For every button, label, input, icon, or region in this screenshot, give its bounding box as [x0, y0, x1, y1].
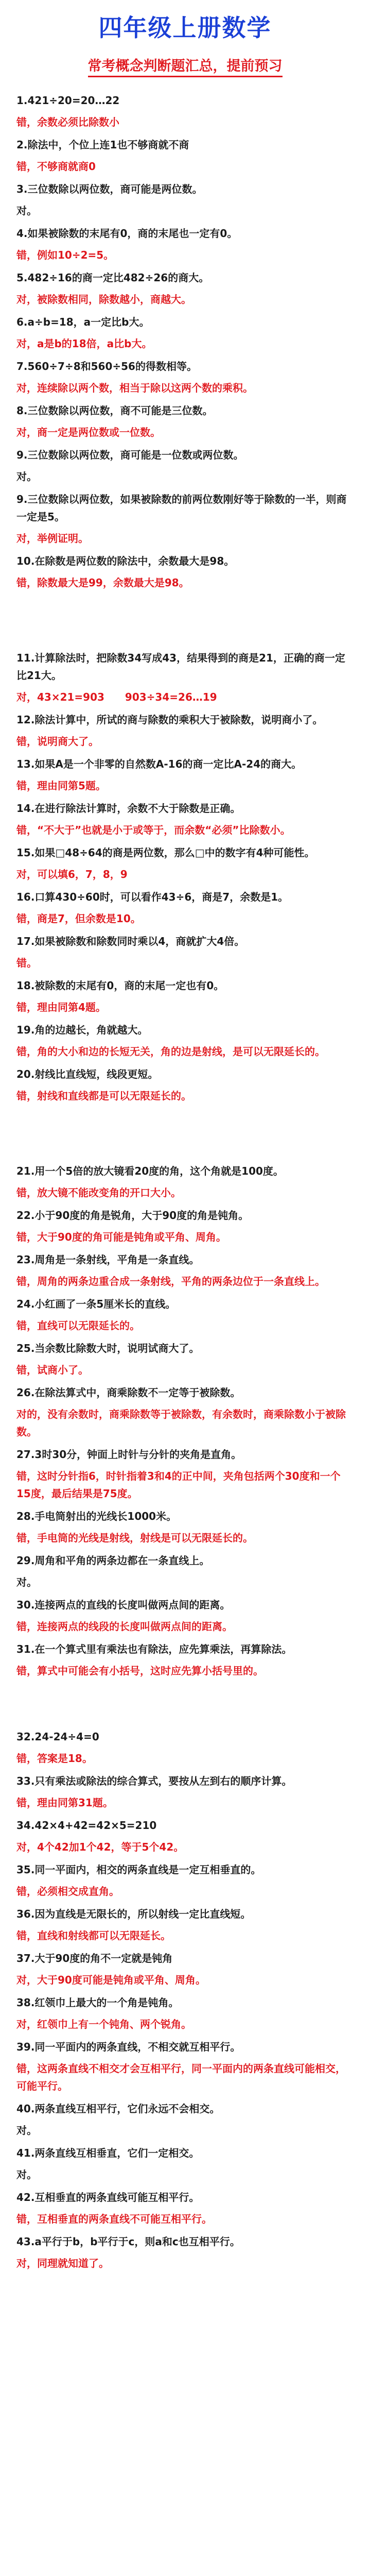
answer-text: 错，放大镜不能改变角的开口大小。 — [16, 1187, 181, 1199]
answer-text: 错，不够商就商0 — [16, 160, 96, 173]
question-text — [16, 844, 355, 861]
subtitle-wrap — [0, 55, 370, 77]
question-text: 12.除法计算中，所试的商与除数的乘积大于被除数，说明商小了。 — [16, 714, 323, 726]
question-text: 2.除法中，个位上连1也不够商就不商 — [16, 139, 189, 151]
question-text: 24.小红画了一条5厘米长的直线。 — [16, 1298, 176, 1310]
question-text: 7.560÷7÷8和560÷56的得数相等。 — [16, 360, 197, 372]
answer-text: 错。 — [16, 957, 37, 969]
question-text: 27.3时30分，钟面上时针与分针的夹角是直角。 — [16, 1448, 242, 1461]
answer-text: 错，大于90度的角可能是钝角或平角、周角。 — [16, 1231, 226, 1243]
answer-text: 错，除数最大是99，余数最大是98。 — [16, 577, 189, 589]
question-text: 32.24-24÷4=0 — [16, 1731, 99, 1743]
question-text: 41.两条直线互相垂直，它们一定相交。 — [16, 2147, 200, 2159]
answer-text: 错，商是7，但余数是10。 — [16, 912, 141, 925]
question-text: 3.三位数除以两位数，商可能是两位数。 — [16, 183, 203, 195]
answer-text: 错，这时分针指6，时针指着3和4的正中间，夹角包括两个30度和一个15度，最后结果是75度。 — [16, 1470, 341, 1500]
question-text: 40.两条直线互相平行，它们永远不会相交。 — [16, 2103, 220, 2115]
question-text: 9.三位数除以两位数，如果被除数的前两位数刚好等于除数的一半，则商一定是5。 — [16, 493, 347, 523]
section-spacer — [16, 597, 355, 649]
question-text: 14.在进行除法计算时，余数不大于除数是正确。 — [16, 802, 241, 815]
question-text: 11.计算除法时，把除数34写成43，结果得到的商是21，正确的商一定比21大。 — [16, 652, 345, 682]
answer-text: 对，a是b的18倍，a比b大。 — [16, 337, 152, 350]
question-text: 4.如果被除数的末尾有0，商的末尾也一定有0。 — [16, 227, 238, 240]
question-text: 26.在除法算式中，商乘除数不一定等于被除数。 — [16, 1386, 241, 1399]
question-text: 43.a平行于b，b平行于c，则a和c也互相平行。 — [16, 2235, 240, 2248]
answer-text: 对。 — [16, 470, 37, 483]
section-spacer — [16, 1685, 355, 1728]
question-text: 6.a÷b=18，a一定比b大。 — [16, 316, 150, 328]
question-text: 35.同一平面内，相交的两条直线是一定互相垂直的。 — [16, 1863, 261, 1876]
page-header — [0, 0, 370, 92]
question-text: 38.红领巾上最大的一个角是钝角。 — [16, 1996, 179, 2009]
answer-text: 错，角的大小和边的长短无关，角的边是射线，是可以无限延长的。 — [16, 1045, 325, 1058]
answer-text: 对，红领巾上有一个钝角、两个锐角。 — [16, 2018, 191, 2030]
page-subtitle: 常考概念判断题汇总，提前预习 — [88, 55, 283, 77]
question-text: 42.互相垂直的两条直线可能互相平行。 — [16, 2191, 200, 2204]
question-group-2 — [16, 649, 355, 1105]
answer-text: 对。 — [16, 2168, 37, 2181]
answer-text: 错，连接两点的线段的长度叫做两点间的距离。 — [16, 1620, 233, 1633]
question-group-3 — [16, 1162, 355, 1680]
question-text: 37.大于90度的角不一定就是钝角 — [16, 1952, 173, 1964]
answer-text: 错，周角的两条边重合成一条射线，平角的两条边位于一条直线上。 — [16, 1275, 325, 1287]
answer-text: 错，必须相交成直角。 — [16, 1885, 119, 1897]
answer-text: 对，同理就知道了。 — [16, 2257, 109, 2269]
question-text: 16.口算430÷60时，可以看作43÷6，商是7，余数是1。 — [16, 891, 289, 903]
question-text: 19.角的边越长，角就越大。 — [16, 1024, 148, 1036]
question-text: 31.在一个算式里有乘法也有除法，应先算乘法，再算除法。 — [16, 1643, 292, 1655]
question-text: 25.当余数比除数大时，说明试商大了。 — [16, 1342, 200, 1354]
answer-text: 错，“不大于”也就是小于或等于，而余数“必须”比除数小。 — [16, 824, 291, 836]
answer-text: 对，大于90度可能是钝角或平角、周角。 — [16, 1974, 206, 1986]
section-spacer — [16, 1110, 355, 1162]
question-text: 28.手电筒射出的光线长1000米。 — [16, 1510, 177, 1522]
question-text: 1.421÷20=20…22 — [16, 94, 120, 107]
question-text: 20.射线比直线短，线段更短。 — [16, 1068, 158, 1080]
question-group-4 — [16, 1728, 355, 2272]
question-text: 22.小于90度的角是锐角，大于90度的角是钝角。 — [16, 1209, 249, 1222]
question-text: 30.连接两点的直线的长度叫做两点间的距离。 — [16, 1599, 231, 1611]
question-text: 34.42×4+42=42×5=210 — [16, 1819, 157, 1832]
answer-text: 对。 — [16, 205, 37, 217]
answer-text: 错，互相垂直的两条直线不可能互相平行。 — [16, 2213, 212, 2225]
answer-text: 对。 — [16, 2124, 37, 2137]
question-text: 13.如果A是一个非零的自然数A-16的商一定比A-24的商大。 — [16, 758, 302, 770]
question-text: 5.482÷16的商一定比482÷26的商大。 — [16, 272, 209, 284]
answer-text: 错，试商小了。 — [16, 1364, 89, 1376]
answer-text: 错，直线可以无限延长的。 — [16, 1319, 140, 1332]
answer-text: 错，答案是18。 — [16, 1752, 93, 1765]
answer-text: 错，理由同第31题。 — [16, 1797, 113, 1809]
answer-text: 对的，没有余数时，商乘除数等于被除数，有余数时，商乘除数小于被除数。 — [16, 1408, 346, 1438]
answer-text: 对，商一定是两位数或一位数。 — [16, 426, 161, 438]
question-list — [0, 92, 370, 2272]
question-text: 9.三位数除以两位数，商可能是一位数或两位数。 — [16, 449, 244, 461]
question-text: 10.在除数是两位数的除法中，余数最大是98。 — [16, 555, 235, 567]
question-text: 39.同一平面内的两条直线，不相交就互相平行。 — [16, 2041, 241, 2053]
answer-text: 错，余数必须比除数小 — [16, 116, 119, 128]
question-text: 33.只有乘法或除法的综合算式，要按从左到右的顺序计算。 — [16, 1775, 292, 1787]
answer-text: 错，理由同第4题。 — [16, 1001, 106, 1013]
answer-text: 对。 — [16, 1576, 37, 1588]
answer-text: 对，43×21=903 903÷34=26…19 — [16, 691, 217, 703]
answer-text: 对，连续除以两个数，相当于除以这两个数的乘积。 — [16, 382, 253, 394]
question-15-text: 15.如果□48÷64的商是两位数，那么□中的数字有4种可能性。 — [16, 846, 315, 859]
question-group-1 — [16, 92, 355, 591]
question-text: 8.三位数除以两位数，商不可能是三位数。 — [16, 404, 213, 417]
answer-text: 错，手电筒的光线是射线，射线是可以无限延长的。 — [16, 1532, 253, 1544]
question-text: 36.因为直线是无限长的，所以射线一定比直线短。 — [16, 1908, 251, 1920]
answer-text: 错，算式中可能会有小括号，这时应先算小括号里的。 — [16, 1665, 263, 1677]
answer-text: 对，举例证明。 — [16, 532, 89, 545]
answer-text: 错，理由同第5题。 — [16, 779, 106, 792]
answer-text: 错，直线和射线都可以无限延长。 — [16, 1929, 171, 1942]
question-text: 29.周角和平角的两条边都在一条直线上。 — [16, 1554, 210, 1567]
answer-text: 错，这两条直线不相交才会互相平行，同一平面内的两条直线可能相交，可能平行。 — [16, 2062, 346, 2092]
question-text: 23.周角是一条射线，平角是一条直线。 — [16, 1253, 200, 1266]
answer-text: 错，说明商大了。 — [16, 735, 99, 748]
question-text: 18.被除数的末尾有0，商的末尾一定也有0。 — [16, 979, 224, 992]
page-title: 四年级上册数学 — [98, 14, 272, 42]
answer-text: 对，可以填6，7，8，9 — [16, 868, 128, 880]
answer-text: 错，射线和直线都是可以无限延长的。 — [16, 1090, 191, 1102]
answer-text: 错，例如10÷2=5。 — [16, 249, 114, 261]
answer-text: 对，4个42加1个42，等于5个42。 — [16, 1841, 184, 1853]
answer-text: 对，被除数相同，除数越小，商越大。 — [16, 293, 191, 306]
question-text: 21.用一个5倍的放大镜看20度的角，这个角就是100度。 — [16, 1165, 284, 1177]
question-text: 17.如果被除数和除数同时乘以4，商就扩大4倍。 — [16, 935, 245, 947]
